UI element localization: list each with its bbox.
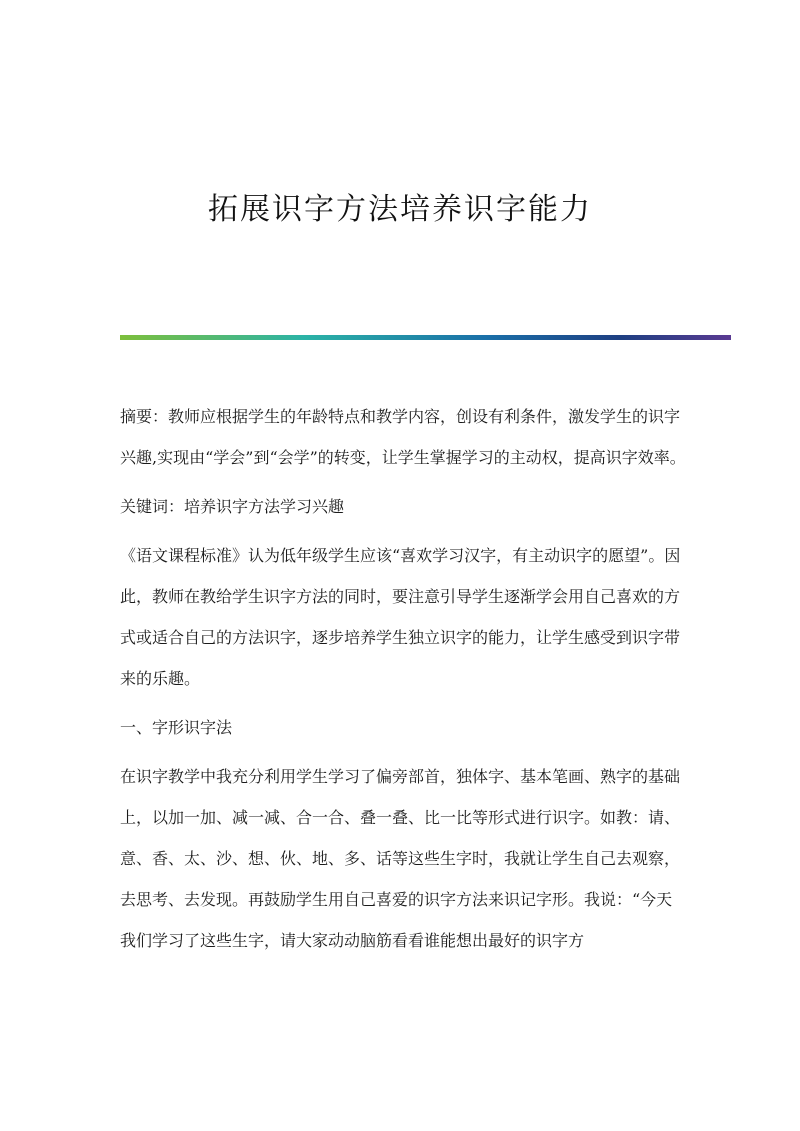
page-title: 拓展识字方法培养识字能力 — [208, 192, 592, 227]
title-divider — [120, 335, 731, 340]
intro-paragraph: 《语文课程标准》认为低年级学生应该“喜欢学习汉字，有主动识字的愿望”。因此，教师在教给学生识字方法的同时，要注意引导学生逐渐学会用自己喜欢的方式或适合自己的方法识字，逐步培养学生独立识字的能力，让学生感受到识字带来的乐趣。 — [120, 546, 681, 688]
keywords-label: 关键词： — [120, 497, 185, 516]
abstract-label: 摘要： — [120, 407, 169, 426]
section-heading: 一、字形识字法 — [120, 718, 233, 737]
keywords-text: 培养识字方法学习兴趣 — [184, 497, 345, 516]
document-body — [120, 396, 686, 961]
keywords-paragraph — [120, 486, 686, 527]
abstract-text: 教师应根据学生的年龄特点和教学内容，创设有利条件，激发学生的识字兴趣,实现由“学会”到“会学”的转变，让学生掌握学习的主动权，提高识字效率。 — [120, 407, 686, 467]
abstract-paragraph — [120, 396, 686, 478]
body-paragraph: 在识字教学中我充分利用学生学习了偏旁部首，独体字、基本笔画、熟字的基础上，以加一加、减一减、合一合、叠一叠、比一比等形式进行识字。如教：请、意、香、太、沙、想、伙、地、多、话等这些生字时，我就让学生自己去观察，去思考、去发现。再鼓励学生用自己喜爱的识字方法来识记字形。我说：“今天我们学习了这些生字，请大家动动脑筋看看谁能想出最好的识字方 — [120, 767, 681, 950]
